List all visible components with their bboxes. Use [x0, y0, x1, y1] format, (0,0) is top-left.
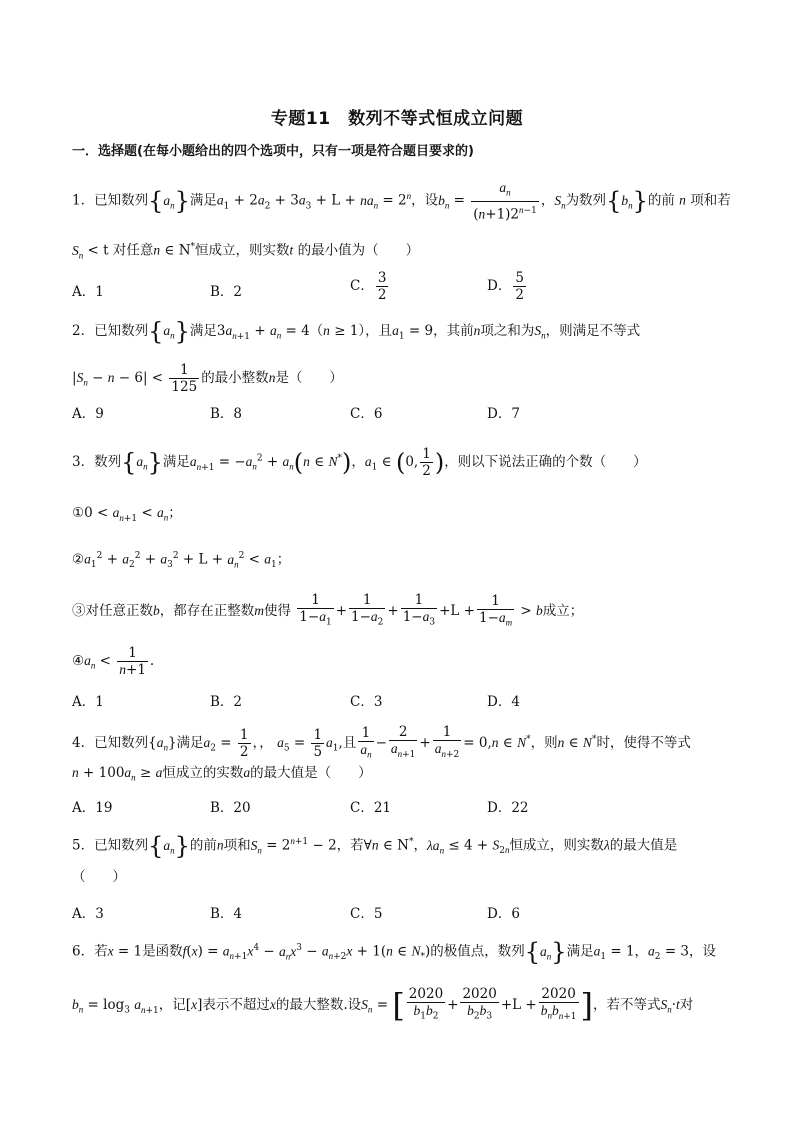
fraction: $\frac{a_n}{(n+1)2^{n-1}}$	[473, 180, 537, 223]
q3-option-c[interactable]: C．3	[350, 694, 383, 710]
page-title: 专题11 数列不等式恒成立问题	[270, 109, 524, 129]
q4-option-d[interactable]: D．22	[487, 800, 529, 816]
question-1-line-2: $S_n < t$ 对任意n ∈ N*恒成立，则实数t 的最小值为（ ）	[72, 242, 420, 261]
question-3-statement-2: $②a_1^2 + a_2^2 + a_3^2 + L + a_n^2 < a_1$；	[72, 551, 291, 571]
q5-option-c[interactable]: C．5	[350, 906, 383, 922]
q1-option-b[interactable]: B．2	[210, 284, 243, 300]
question-6-line-1: 6．若x = 1是函数$f(x) = a_{n+1}x^4 - a_nx^3 - a_{n+2}x + 1(n$ ∈ $N_*$)的极值点，数列$\{a_n\}$满足$a_1 = 1$，$a_2 = 3$，设	[72, 938, 717, 966]
q2-option-a[interactable]: A．9	[72, 406, 104, 422]
question-1-line-1: 1．已知数列$\{a_n\}$满足$a_1 + 2a_2 + 3a_3 + L + na_n = 2^n$，设$b_n$ = $\frac{a_n}{(n+1)2^{n-1}}$ ，$S_n$为数列$\{b_n\}$的前 n 项和若	[72, 180, 731, 223]
q2-option-d[interactable]: D．7	[487, 406, 520, 422]
question-3-statement-4: $④a_n$ < $\frac{1}{n+1}$ .	[72, 645, 155, 678]
question-4-line-2: $n + 100a_n \ge a$恒成立的实数a的最大值是（ ）	[72, 765, 372, 783]
question-5-line-1: 5．已知数列$\{a_n\}$的前n项和$S_n = 2^{n+1} - 2$，若∀n ∈ N*，$\lambda a_n \le 4 + S_{2n}$恒成立，则实数λ的最大值是	[72, 832, 678, 860]
q4-option-a[interactable]: A．19	[72, 800, 113, 816]
q3-option-b[interactable]: B．2	[210, 694, 243, 710]
question-6-line-2: $b_n = \log_3 a_{n+1}$，记[x]表示不超过x的最大整数.设$S_n$ = [ $\frac{2020}{b_1b_2}$ + $\frac{2020}{b_2b_3}$ +L + $\frac{2020}{b_nb_{n+1}}$ ]，若不等式$S_n\cdot t$对	[72, 986, 694, 1025]
question-3-statement-3: ③对任意正数b，都存在正整数m使得 $\frac{1}{1-a_1}$ + $\frac{1}{1-a_2}$ + $\frac{1}{1-a_3}$ +L + $\frac{1}{1-a_m}$ > b成立；	[72, 592, 584, 628]
q5-option-d[interactable]: D．6	[487, 906, 520, 922]
q1-option-c[interactable]: C． $\frac{3}{2}$	[350, 270, 387, 303]
question-3-statement-1: ①0 < $a_{n+1} < a_n$；	[72, 505, 182, 524]
q2-option-c[interactable]: C．6	[350, 406, 383, 422]
q1-option-a[interactable]: A．1	[72, 284, 104, 300]
q3-option-d[interactable]: D．4	[487, 694, 520, 710]
question-2-line-2: $|S_n - n - 6|$ < $\frac{1}{125}$ 的最小整数n是（ ）	[72, 362, 343, 395]
q2-option-b[interactable]: B．8	[210, 406, 243, 422]
q4-option-c[interactable]: C．21	[350, 800, 392, 816]
question-5-line-2: （ ）	[72, 869, 126, 885]
q4-option-b[interactable]: B．20	[210, 800, 251, 816]
question-2-line-1: 2．已知数列$\{a_n\}$满足$3a_{n+1} + a_n = 4(n \ge 1)$，且$a_1 = 9$，其前n项之和为$S_n$，则满足不等式	[72, 317, 641, 346]
question-4-line-1: 4．已知数列$\{a_n\}$满足$a_2$ = $\frac{1}{2}$ ，， $a_5$ = $\frac{1}{5}$ $a_1$,且 $\frac{1}{a_n}$ − $\frac{2}{a_{n+1}}$ + $\frac{1}{a_{n+2}}$ = 0,n ∈ N*，则n ∈ N*时，使得不等式	[72, 724, 691, 760]
section-heading: 一．选择题(在每小题给出的四个选项中，只有一项是符合题目要求的)	[72, 144, 474, 159]
q5-option-a[interactable]: A．3	[72, 906, 104, 922]
q5-option-b[interactable]: B．4	[210, 906, 243, 922]
q3-option-a[interactable]: A．1	[72, 694, 104, 710]
question-3-line-1: 3．数列$\{a_n\}$满足$a_{n+1} = -a_n^2 + a_n(n$ ∈ N*)，$a_1$ ∈ (0, $\frac{1}{2}$ )，则以下说法正确的个数（ ）	[72, 446, 647, 479]
q1-option-d[interactable]: D． $\frac{5}{2}$	[487, 270, 524, 303]
